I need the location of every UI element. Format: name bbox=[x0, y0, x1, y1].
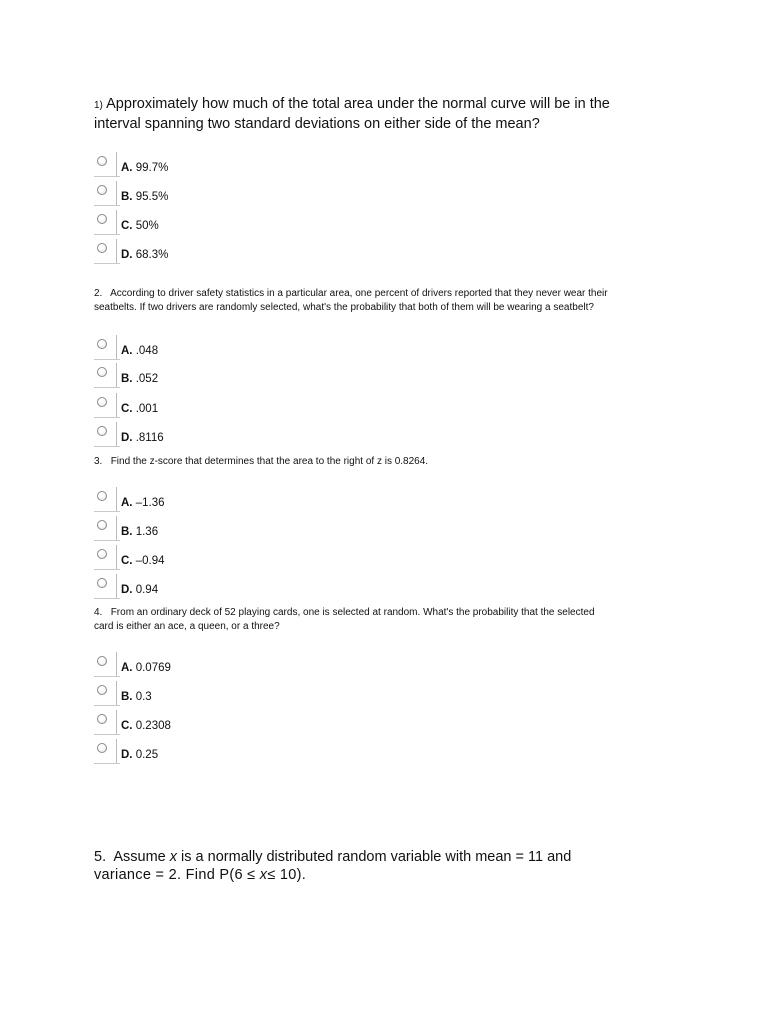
radio-button[interactable] bbox=[97, 656, 107, 666]
option-text: .048 bbox=[135, 345, 159, 357]
radio-button[interactable] bbox=[97, 339, 107, 349]
question-text-b: is a normally distributed random variable with mean = 11 and bbox=[177, 849, 572, 865]
radio-button[interactable] bbox=[97, 549, 107, 559]
option-text: 0.25 bbox=[135, 749, 159, 761]
question-text: From an ordinary deck of 52 playing cards, one is selected at random. What's the probability that the selected bbox=[110, 607, 595, 618]
question-text-line2: card is either an ace, a queen, or a three? bbox=[94, 621, 280, 632]
radio-button[interactable] bbox=[97, 491, 107, 501]
question-text: Approximately how much of the total area under the normal curve will be in the bbox=[106, 96, 610, 112]
option-text: .052 bbox=[135, 373, 159, 385]
question-2 bbox=[94, 287, 694, 315]
question-number: 3. bbox=[94, 456, 103, 467]
option-text: 0.0769 bbox=[135, 662, 171, 674]
radio-button[interactable] bbox=[97, 156, 107, 166]
option-text: 99.7% bbox=[135, 162, 169, 174]
question-text-line2: seatbelts. If two drivers are randomly selected, what's the probability that both of them will be wearing a seatbelt? bbox=[94, 302, 594, 313]
option-letter: C. bbox=[121, 403, 133, 415]
radio-button[interactable] bbox=[97, 520, 107, 530]
question-number: 5. bbox=[94, 849, 107, 865]
question-number: 2. bbox=[94, 288, 103, 299]
radio-button[interactable] bbox=[97, 426, 107, 436]
option-letter: D. bbox=[121, 432, 133, 444]
question-1 bbox=[94, 95, 694, 133]
option-letter: C. bbox=[121, 720, 133, 732]
option-letter: A. bbox=[121, 662, 133, 674]
option-letter: D. bbox=[121, 749, 133, 761]
option-letter: B. bbox=[121, 373, 133, 385]
radio-button[interactable] bbox=[97, 185, 107, 195]
option-letter: A. bbox=[121, 162, 133, 174]
option-text: 68.3% bbox=[135, 249, 169, 261]
option-letter: B. bbox=[121, 691, 133, 703]
option-text: 0.94 bbox=[135, 584, 159, 596]
radio-button[interactable] bbox=[97, 367, 107, 377]
question-5 bbox=[94, 848, 694, 884]
option-text: 50% bbox=[135, 220, 159, 232]
radio-button[interactable] bbox=[97, 578, 107, 588]
radio-button[interactable] bbox=[97, 714, 107, 724]
radio-button[interactable] bbox=[97, 214, 107, 224]
question-text-line2-a: variance = 2. Find P(6 ≤ bbox=[94, 867, 260, 883]
option-letter: B. bbox=[121, 191, 133, 203]
option-letter: A. bbox=[121, 497, 133, 509]
option-letter: D. bbox=[121, 249, 133, 261]
option-text: –0.94 bbox=[135, 555, 165, 567]
option-text: 0.2308 bbox=[135, 720, 171, 732]
radio-button[interactable] bbox=[97, 243, 107, 253]
option-text: .8116 bbox=[135, 432, 164, 444]
option-letter: D. bbox=[121, 584, 133, 596]
variable-x: x bbox=[259, 867, 268, 883]
option-text: –1.36 bbox=[135, 497, 165, 509]
variable-x: x bbox=[169, 849, 178, 865]
question-number: 4. bbox=[94, 607, 103, 618]
question-4 bbox=[94, 606, 694, 634]
question-text: Find the z-score that determines that the area to the right of z is 0.8264. bbox=[110, 456, 429, 467]
option-text: 95.5% bbox=[135, 191, 169, 203]
option-letter: C. bbox=[121, 555, 133, 567]
radio-button[interactable] bbox=[97, 743, 107, 753]
question-text: According to driver safety statistics in a particular area, one percent of drivers reported that they never wear their bbox=[110, 288, 608, 299]
option-text: 0.3 bbox=[135, 691, 152, 703]
option-text: .001 bbox=[135, 403, 159, 415]
radio-button[interactable] bbox=[97, 685, 107, 695]
option-letter: C. bbox=[121, 220, 133, 232]
question-3 bbox=[94, 455, 694, 469]
option-letter: A. bbox=[121, 345, 133, 357]
option-text: 1.36 bbox=[135, 526, 159, 538]
question-number: 1) bbox=[94, 100, 103, 111]
option-letter: B. bbox=[121, 526, 133, 538]
question-text-a: Assume bbox=[113, 849, 170, 865]
question-text-line2: interval spanning two standard deviations on either side of the mean? bbox=[94, 116, 540, 132]
radio-button[interactable] bbox=[97, 397, 107, 407]
question-text-line2-b: ≤ 10). bbox=[267, 867, 307, 883]
